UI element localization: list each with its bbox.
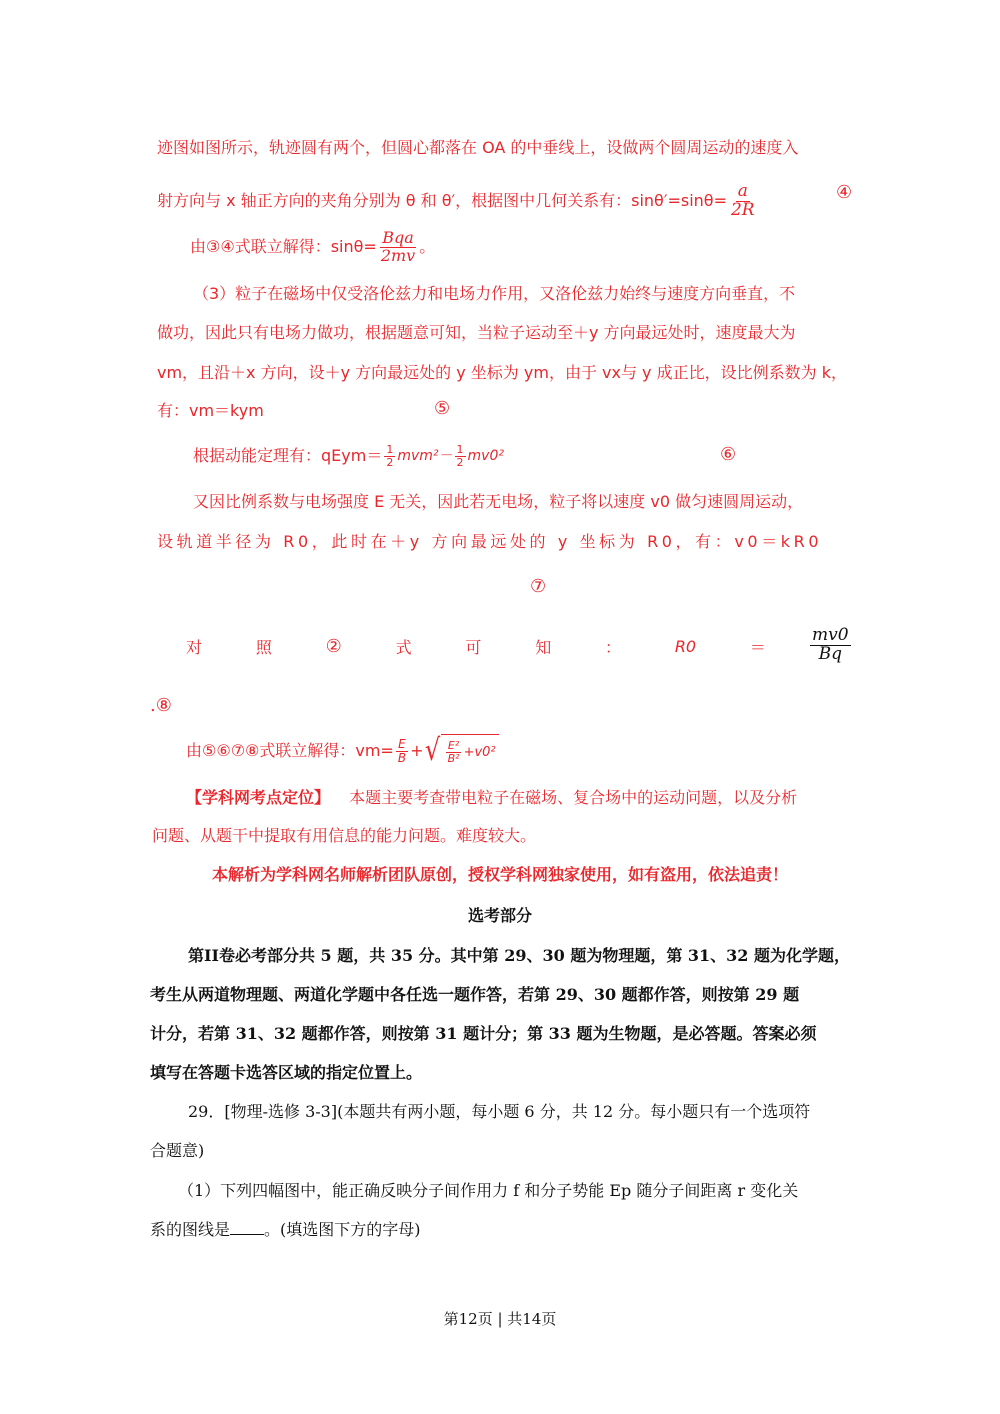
page-footer: 第12页 | 共14页 [443,1310,557,1328]
spread-char: 知 [535,638,552,657]
answer-blank[interactable] [230,1220,264,1235]
fraction-numerator: E [398,736,406,751]
solution-text: 由③④式联立解得：sinθ= [190,237,377,256]
fraction [729,180,757,220]
section-title: 选考部分 [467,906,532,925]
fraction [455,444,466,468]
spread-char: ＝ [749,638,766,657]
kaodian-label: 【学科网考点定位】 [186,788,331,807]
solution-line [190,224,435,270]
solution-line [193,436,504,476]
fraction-denominator: 2mv [380,245,416,265]
fraction-denominator: Bq [818,643,842,664]
fraction-denominator: 2 [386,455,394,469]
kaodian-text: 本题主要考查带电粒子在磁场、复合场中的运动问题，以及分析 [349,788,798,807]
solution-line [186,728,499,774]
fraction [379,227,417,265]
spread-char: ② [325,636,342,657]
solution-line: 有：vm＝kym [157,401,264,420]
equation-marker: .⑧ [150,695,172,716]
solution-line: vm，且沿＋x 方向，设＋y 方向最远处的 y 坐标为 ym，由于 vx与 y 成正比，设比例系数为 k， [157,363,847,382]
spread-char: 可 [465,638,482,657]
spread-char: R0 [674,637,697,656]
fraction-denominator: 2 [456,455,464,469]
solution-text: 根据动能定理有：qEym＝ [193,446,383,465]
question-text: 系的图线是 [150,1220,231,1239]
fraction-numerator: 1 [386,442,394,456]
solution-line: （3）粒子在磁场中仅受洛伦兹力和电场力作用，又洛伦兹力始终与速度方向垂直，不 [193,284,796,303]
solution-text: mvm²－ [397,448,453,464]
fraction-denominator: 2R [730,199,755,220]
instruction-line: 填写在答题卡选答区域的指定位置上。 [150,1063,423,1082]
fraction [396,738,408,764]
square-root [423,734,498,768]
equation-marker: ④ [836,182,853,203]
fraction-numerator: a [737,180,748,201]
solution-text: + [410,741,424,760]
copyright-notice: 本解析为学科网名师解析团队原创，授权学科网独家使用，如有盗用，依法追责！ [211,865,788,884]
question-line: 合题意) [150,1141,205,1160]
fraction-numerator: E² [447,739,460,753]
spread-char: 照 [255,638,272,657]
fraction-numerator: 1 [456,442,464,456]
fraction [446,740,462,764]
solution-line: 做功，因此只有电场力做功，根据题意可知，当粒子运动至＋y 方向最远处时，速度最大为 [157,323,796,342]
solution-line: 又因比例系数与电场强度 E 无关，因此若无电场，粒子将以速度 v0 做匀速圆周运动， [193,492,804,511]
solution-line-spread [186,635,766,658]
solution-line [157,178,759,224]
solution-text: 。 [419,237,436,256]
equation-marker: ⑥ [720,444,737,465]
spread-char: 式 [395,638,412,657]
solution-line [808,622,853,668]
question-line: （1）下列四幅图中，能正确反映分子间作用力 f 和分子势能 Ep 随分子间距离 r 变化关 [178,1181,799,1200]
solution-text: +v0² [463,744,496,760]
kaodian-line [186,788,797,808]
equation-marker: ⑦ [530,576,547,597]
fraction-denominator: B² [447,752,460,765]
fraction-numerator: mv0 [812,624,849,645]
fraction [384,444,395,468]
question-line [150,1220,421,1240]
instruction-line: 第II卷必考部分共 5 题，共 35 分。其中第 29、30 题为物理题，第 31、32 题为化学题， [188,946,850,965]
spread-char: 对 [186,638,203,657]
spread-char: ： [605,638,622,657]
equation-marker: ⑤ [434,398,451,419]
solution-line: 设轨道半径为 R0，此时在＋y 方向最远处的 y 坐标为 R0，有：v0＝kR0 [157,532,823,551]
solution-text: mv0² [467,448,504,464]
solution-line: 迹图如图所示，轨迹圆有两个，但圆心都落在 OA 的中垂线上，设做两个圆周运动的速度入 [157,138,799,157]
question-line: 29．[物理-选修 3-3](本题共有两小题，每小题 6 分，共 12 分。每小题只有一个选项符 [188,1102,811,1121]
solution-text: 射方向与 x 轴正方向的夹角分别为 θ 和 θ′，根据图中几何关系有：sinθ′=sinθ= [157,191,727,210]
radical-sign: √ [425,733,441,768]
kaodian-line: 问题、从题干中提取有用信息的能力问题。难度较大。 [152,826,537,845]
instruction-line: 考生从两道物理题、两道化学题中各任选一题作答，若第 29、30 题都作答，则按第 29 题 [150,985,800,1004]
instruction-line: 计分，若第 31、32 题都作答，则按第 31 题计分；第 33 题为生物题，是必答题。答案必须 [150,1024,817,1043]
question-text: 。(填选图下方的字母) [264,1220,421,1239]
fraction-denominator: B [397,750,407,765]
fraction [810,624,851,664]
solution-text: 由⑤⑥⑦⑧式联立解得：vm= [186,741,394,760]
fraction-numerator: Bqa [382,227,414,247]
